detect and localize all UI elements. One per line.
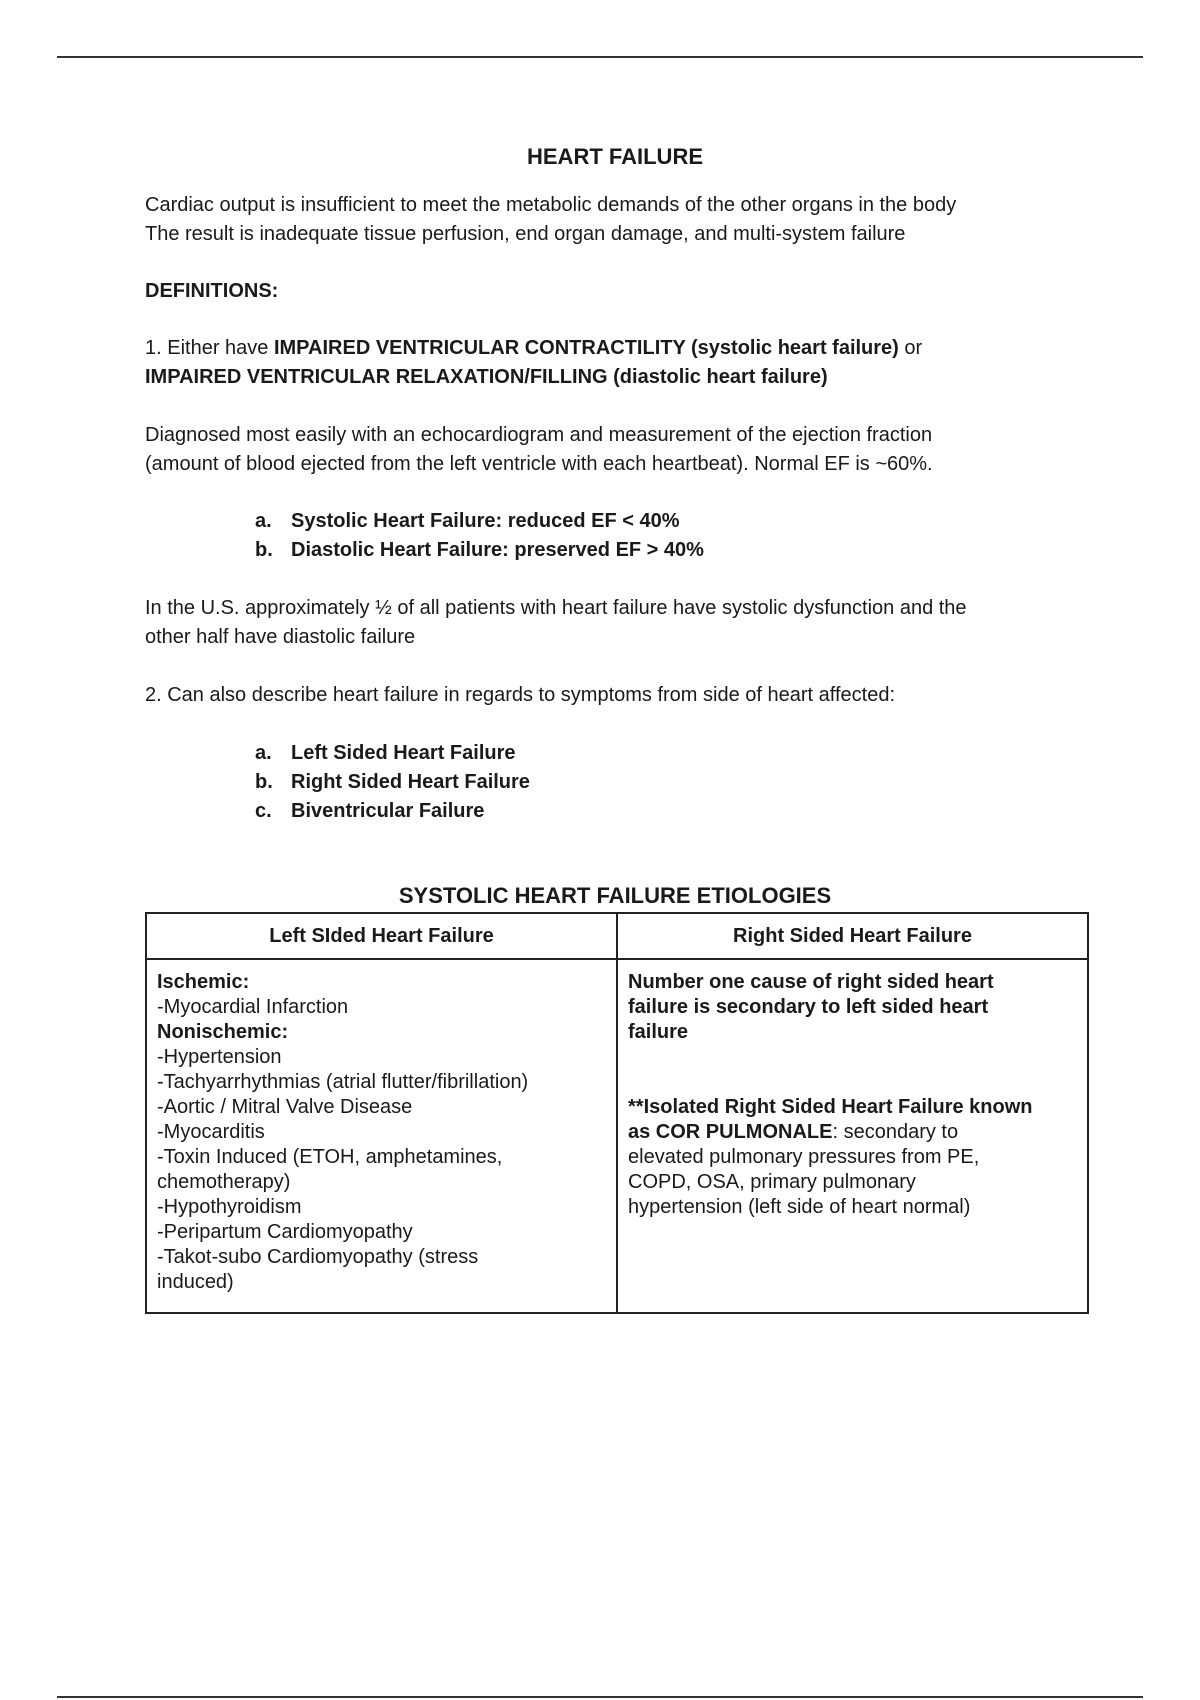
intro-line-1: Cardiac output is insufficient to meet the metabolic demands of the other organs in the body	[145, 194, 957, 216]
list-item: b. Right Sided Heart Failure	[255, 771, 530, 793]
diagnosis-line-1: Diagnosed most easily with an echocardiogram and measurement of the ejection fraction	[145, 424, 933, 446]
ef-list	[145, 507, 1085, 565]
list-item: c. Biventricular Failure	[255, 800, 485, 822]
definition-1-diastolic: IMPAIRED VENTRICULAR RELAXATION/FILLING (diastolic heart failure)	[145, 366, 828, 388]
list-item: a. Left Sided Heart Failure	[255, 742, 516, 764]
intro-line-2: The result is inadequate tissue perfusion, end organ damage, and multi-system failure	[145, 223, 906, 245]
isolated-line: hypertension (left side of heart normal)	[628, 1196, 971, 1218]
nonischemic-item: induced)	[157, 1271, 234, 1293]
cause-line: failure is secondary to left sided heart	[628, 996, 989, 1018]
definition-1-or: or	[898, 337, 923, 359]
document-body	[145, 142, 1085, 1314]
top-rule	[57, 56, 1143, 58]
cor-pulmonale-term: as COR PULMONALE	[628, 1121, 833, 1143]
table-row	[146, 959, 1088, 1313]
nonischemic-item: chemotherapy)	[157, 1171, 291, 1193]
list-item: b. Diastolic Heart Failure: preserved EF > 40%	[255, 539, 704, 561]
nonischemic-label: Nonischemic:	[157, 1021, 289, 1043]
nonischemic-item: -Hypothyroidism	[157, 1196, 302, 1218]
right-cell	[617, 959, 1088, 1313]
etiologies-table	[145, 912, 1089, 1314]
header-left: Left SIded Heart Failure	[146, 913, 617, 959]
definitions-heading: DEFINITIONS:	[145, 280, 279, 302]
us-line-2: other half have diastolic failure	[145, 626, 416, 648]
nonischemic-item: -Hypertension	[157, 1046, 282, 1068]
nonischemic-item: -Toxin Induced (ETOH, amphetamines,	[157, 1146, 503, 1168]
table-header-row	[146, 913, 1088, 959]
table-title: SYSTOLIC HEART FAILURE ETIOLOGIES	[398, 883, 832, 908]
bottom-rule	[57, 1696, 1143, 1698]
definition-2: 2. Can also describe heart failure in regards to symptoms from side of heart affected:	[145, 684, 895, 706]
nonischemic-item: -Tachyarrhythmias (atrial flutter/fibrillation)	[157, 1071, 529, 1093]
us-line-1: In the U.S. approximately ½ of all patients with heart failure have systolic dysfunction and the	[145, 597, 967, 619]
list-item: a. Systolic Heart Failure: reduced EF < 40%	[255, 510, 680, 532]
nonischemic-item: -Myocarditis	[157, 1121, 265, 1143]
nonischemic-item: -Peripartum Cardiomyopathy	[157, 1221, 413, 1243]
side-list	[145, 739, 1085, 826]
header-right: Right Sided Heart Failure	[617, 913, 1088, 959]
nonischemic-item: -Aortic / Mitral Valve Disease	[157, 1096, 413, 1118]
ischemic-label: Ischemic:	[157, 971, 250, 993]
diagnosis-line-2: (amount of blood ejected from the left ventricle with each heartbeat). Normal EF is ~60%.	[145, 453, 933, 475]
nonischemic-item: -Takot-subo Cardiomyopathy (stress	[157, 1246, 479, 1268]
cause-line: failure	[628, 1021, 689, 1043]
isolated-line-2: as COR PULMONALE: secondary to	[628, 1121, 959, 1143]
left-cell	[146, 959, 617, 1313]
isolated-line: elevated pulmonary pressures from PE,	[628, 1146, 980, 1168]
definition-1-prefix: 1. Either have	[145, 337, 274, 359]
definition-1	[145, 334, 1085, 363]
ischemic-item: -Myocardial Infarction	[157, 996, 349, 1018]
page-title: HEART FAILURE	[527, 144, 703, 169]
isolated-line-1: **Isolated Right Sided Heart Failure known	[628, 1096, 1033, 1118]
cause-line: Number one cause of right sided heart	[628, 971, 994, 993]
definition-1-systolic: IMPAIRED VENTRICULAR CONTRACTILITY (systolic heart failure)	[273, 337, 899, 359]
isolated-line: COPD, OSA, primary pulmonary	[628, 1171, 916, 1193]
